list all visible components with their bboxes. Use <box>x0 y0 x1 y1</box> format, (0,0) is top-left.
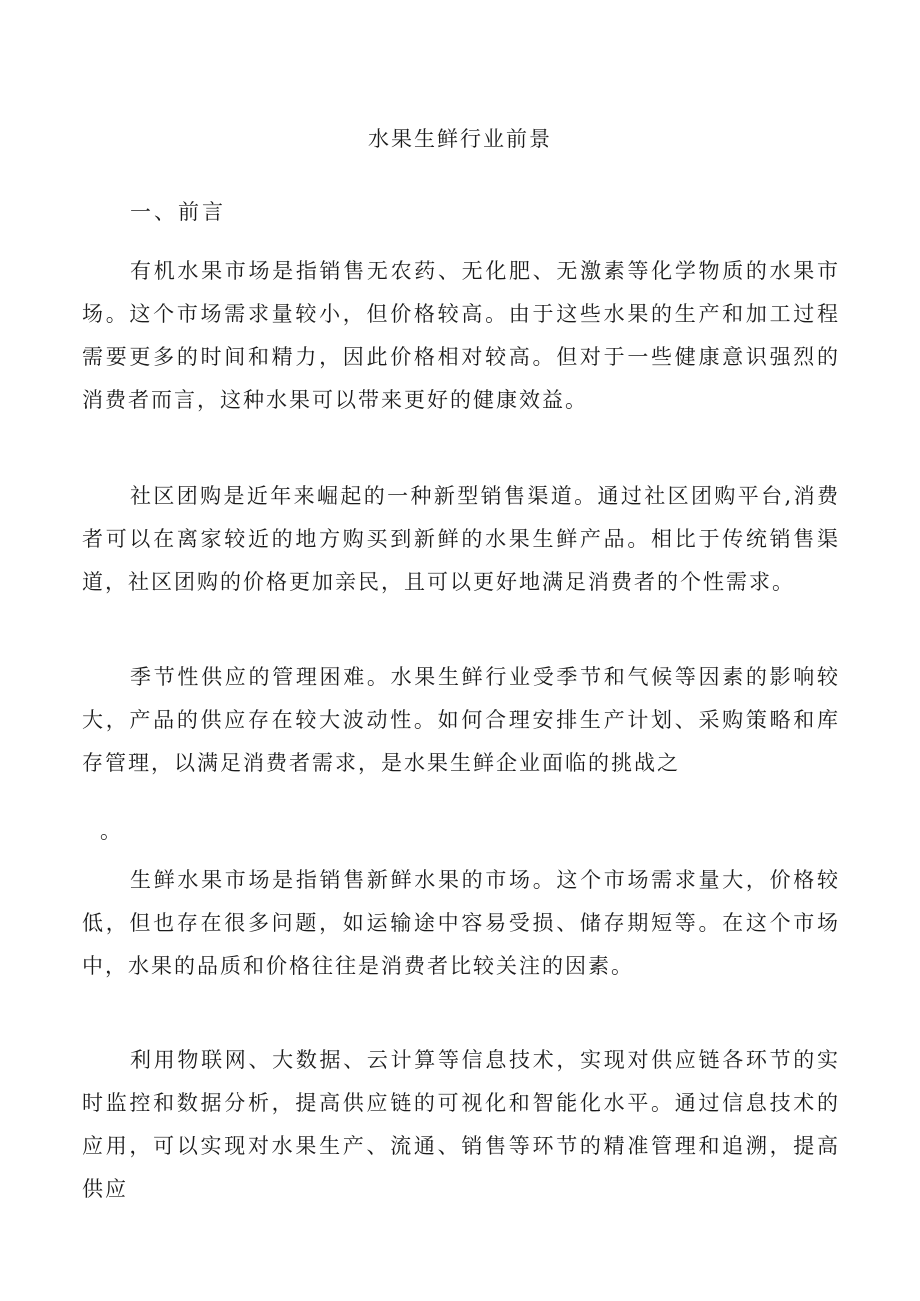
paragraph-seasonal-supply: 季节性供应的管理困难。水果生鲜行业受季节和气候等因素的影响较大，产品的供应存在较大波动性。如何合理安排生产计划、采购策略和库存管理，以满足消费者需求，是水果生鲜企业面临的挑战之 <box>82 665 840 775</box>
orphan-punctuation: 。 <box>100 819 121 843</box>
section-heading: 一、前言 <box>130 200 226 224</box>
paragraph-information-technology: 利用物联网、大数据、云计算等信息技术，实现对供应链各环节的实时监控和数据分析，提高供应链的可视化和智能化水平。通过信息技术的应用，可以实现对水果生产、流通、销售等环节的精准管理和追溯，提高供应 <box>82 1048 840 1201</box>
paragraph-organic-fruit: 有机水果市场是指销售无农药、无化肥、无激素等化学物质的水果市场。这个市场需求量较小，但价格较高。由于这些水果的生产和加工过程需要更多的时间和精力，因此价格相对较高。但对于一些健康意识强烈的消费者而言，这种水果可以带来更好的健康效益。 <box>82 259 840 412</box>
paragraph-fresh-fruit-market: 生鲜水果市场是指销售新鲜水果的市场。这个市场需求量大，价格较低，但也存在很多问题，如运输途中容易受损、储存期短等。在这个市场中，水果的品质和价格往往是消费者比较关注的因素。 <box>82 868 840 978</box>
paragraph-community-group-buying: 社区团购是近年来崛起的一种新型销售渠道。通过社区团购平台,消费者可以在离家较近的地方购买到新鲜的水果生鲜产品。相比于传统销售渠道，社区团购的价格更加亲民，且可以更好地满足消费者的个性需求。 <box>82 484 840 594</box>
document-title: 水果生鲜行业前景 <box>368 127 552 151</box>
